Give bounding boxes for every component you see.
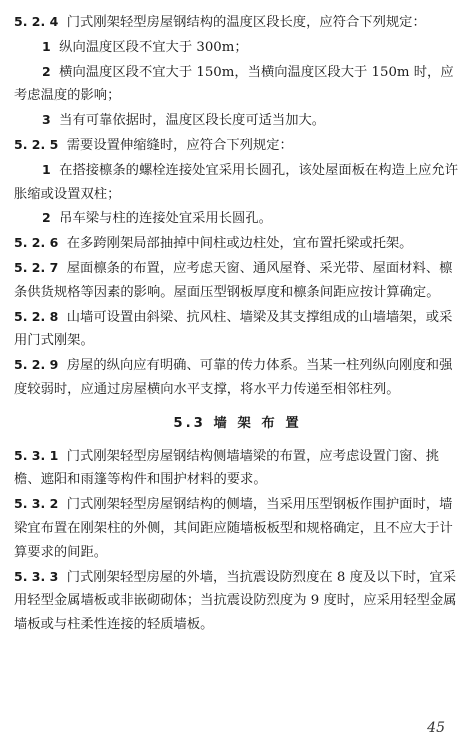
clause-number: 5. 2. 6: [14, 235, 59, 251]
clause-number: 5. 3. 1: [14, 447, 59, 463]
clause-5-2-7: [14, 256, 461, 305]
clause-number: 5. 2. 8: [14, 308, 59, 324]
clause-text: 山墙可设置由斜梁、抗风柱、墙梁及其支撑组成的山墙墙架，或采用门式刚架。: [14, 309, 453, 349]
item-text: 当有可靠依据时，温度区段长度可适当加大。: [59, 113, 326, 129]
clause-5-2-8: [14, 305, 461, 354]
clause-number: 5. 2. 4: [14, 14, 59, 29]
clause-5-2-5: [14, 133, 461, 158]
clause-text: 门式刚架轻型房屋钢结构的温度区段长度，应符合下列规定：: [66, 15, 426, 30]
clause-5-2-6: [14, 231, 461, 256]
clause-text: 需要设置伸缩缝时，应符合下列规定：: [66, 137, 293, 153]
item-number: 1: [42, 161, 51, 177]
list-item: [14, 206, 461, 231]
item-text: 横向温度区段不宜大于 150m，当横向温度区段大于 150m 时，应考虑温度的影响；: [14, 64, 454, 104]
clause-5-2-4: [14, 10, 461, 35]
clause-number: 5. 2. 9: [14, 357, 59, 373]
clause-5-3-2: [14, 492, 461, 564]
clause-text: 房屋的纵向应有明确、可靠的传力体系。当某一柱列纵向刚度和强度较弱时，应通过房屋横向水平支撑，将水平力传递至相邻柱列。: [14, 358, 453, 397]
clause-5-2-9: [14, 353, 461, 402]
document-body: [14, 10, 461, 637]
clause-text: 门式刚架轻型房屋的外墙，当抗震设防烈度在 8 度及以下时，宜采用轻型金属墙板或非嵌砌砌体；当抗震设防烈度为 9 度时，应采用轻型金属墙板或与柱柔性连接的轻质墙板。: [14, 569, 457, 633]
list-item: [14, 158, 461, 207]
clause-number: 5. 2. 7: [14, 259, 59, 275]
clause-text: 门式刚架轻型房屋钢结构的侧墙，当采用压型钢板作围护面时，墙梁宜布置在刚架柱的外侧，其间距应随墙板板型和规格确定，且不应大于计算要求的间距。: [14, 497, 453, 560]
item-number: 2: [42, 63, 51, 79]
clause-number: 5. 3. 2: [14, 496, 59, 512]
clause-text: 在多跨刚架局部抽掉中间柱或边柱处，宜布置托梁或托架。: [66, 236, 413, 252]
list-item: [14, 35, 461, 60]
clause-text: 门式刚架轻型房屋钢结构侧墙墙梁的布置，应考虑设置门窗、挑檐、遮阳和雨篷等构件和围护材料的要求。: [14, 448, 440, 488]
item-text: 在搭接檩条的螺栓连接处宜采用长圆孔，该处屋面板在构造上应允许胀缩或设置双柱；: [14, 162, 459, 202]
item-number: 3: [42, 112, 51, 128]
item-text: 吊车梁与柱的连接处宜采用长圆孔。: [59, 211, 272, 227]
clause-number: 5. 3. 3: [14, 568, 59, 584]
clause-text: 屋面檩条的布置，应考虑天窗、通风屋脊、采光带、屋面材料、檩条供货规格等因素的影响。屋面压型钢板厚度和檩条间距应按计算确定。: [14, 260, 453, 300]
page-number: 45: [427, 720, 445, 736]
list-item: [14, 108, 461, 133]
clause-5-3-1: [14, 444, 461, 493]
section-heading: 5.3 墙 架 布 置: [173, 415, 302, 431]
item-text: 纵向温度区段不宜大于 300m；: [59, 39, 248, 55]
item-number: 1: [42, 38, 51, 54]
clause-5-3-3: [14, 565, 461, 637]
clause-number: 5. 2. 5: [14, 136, 59, 152]
list-item: [14, 60, 461, 109]
item-number: 2: [42, 210, 51, 226]
